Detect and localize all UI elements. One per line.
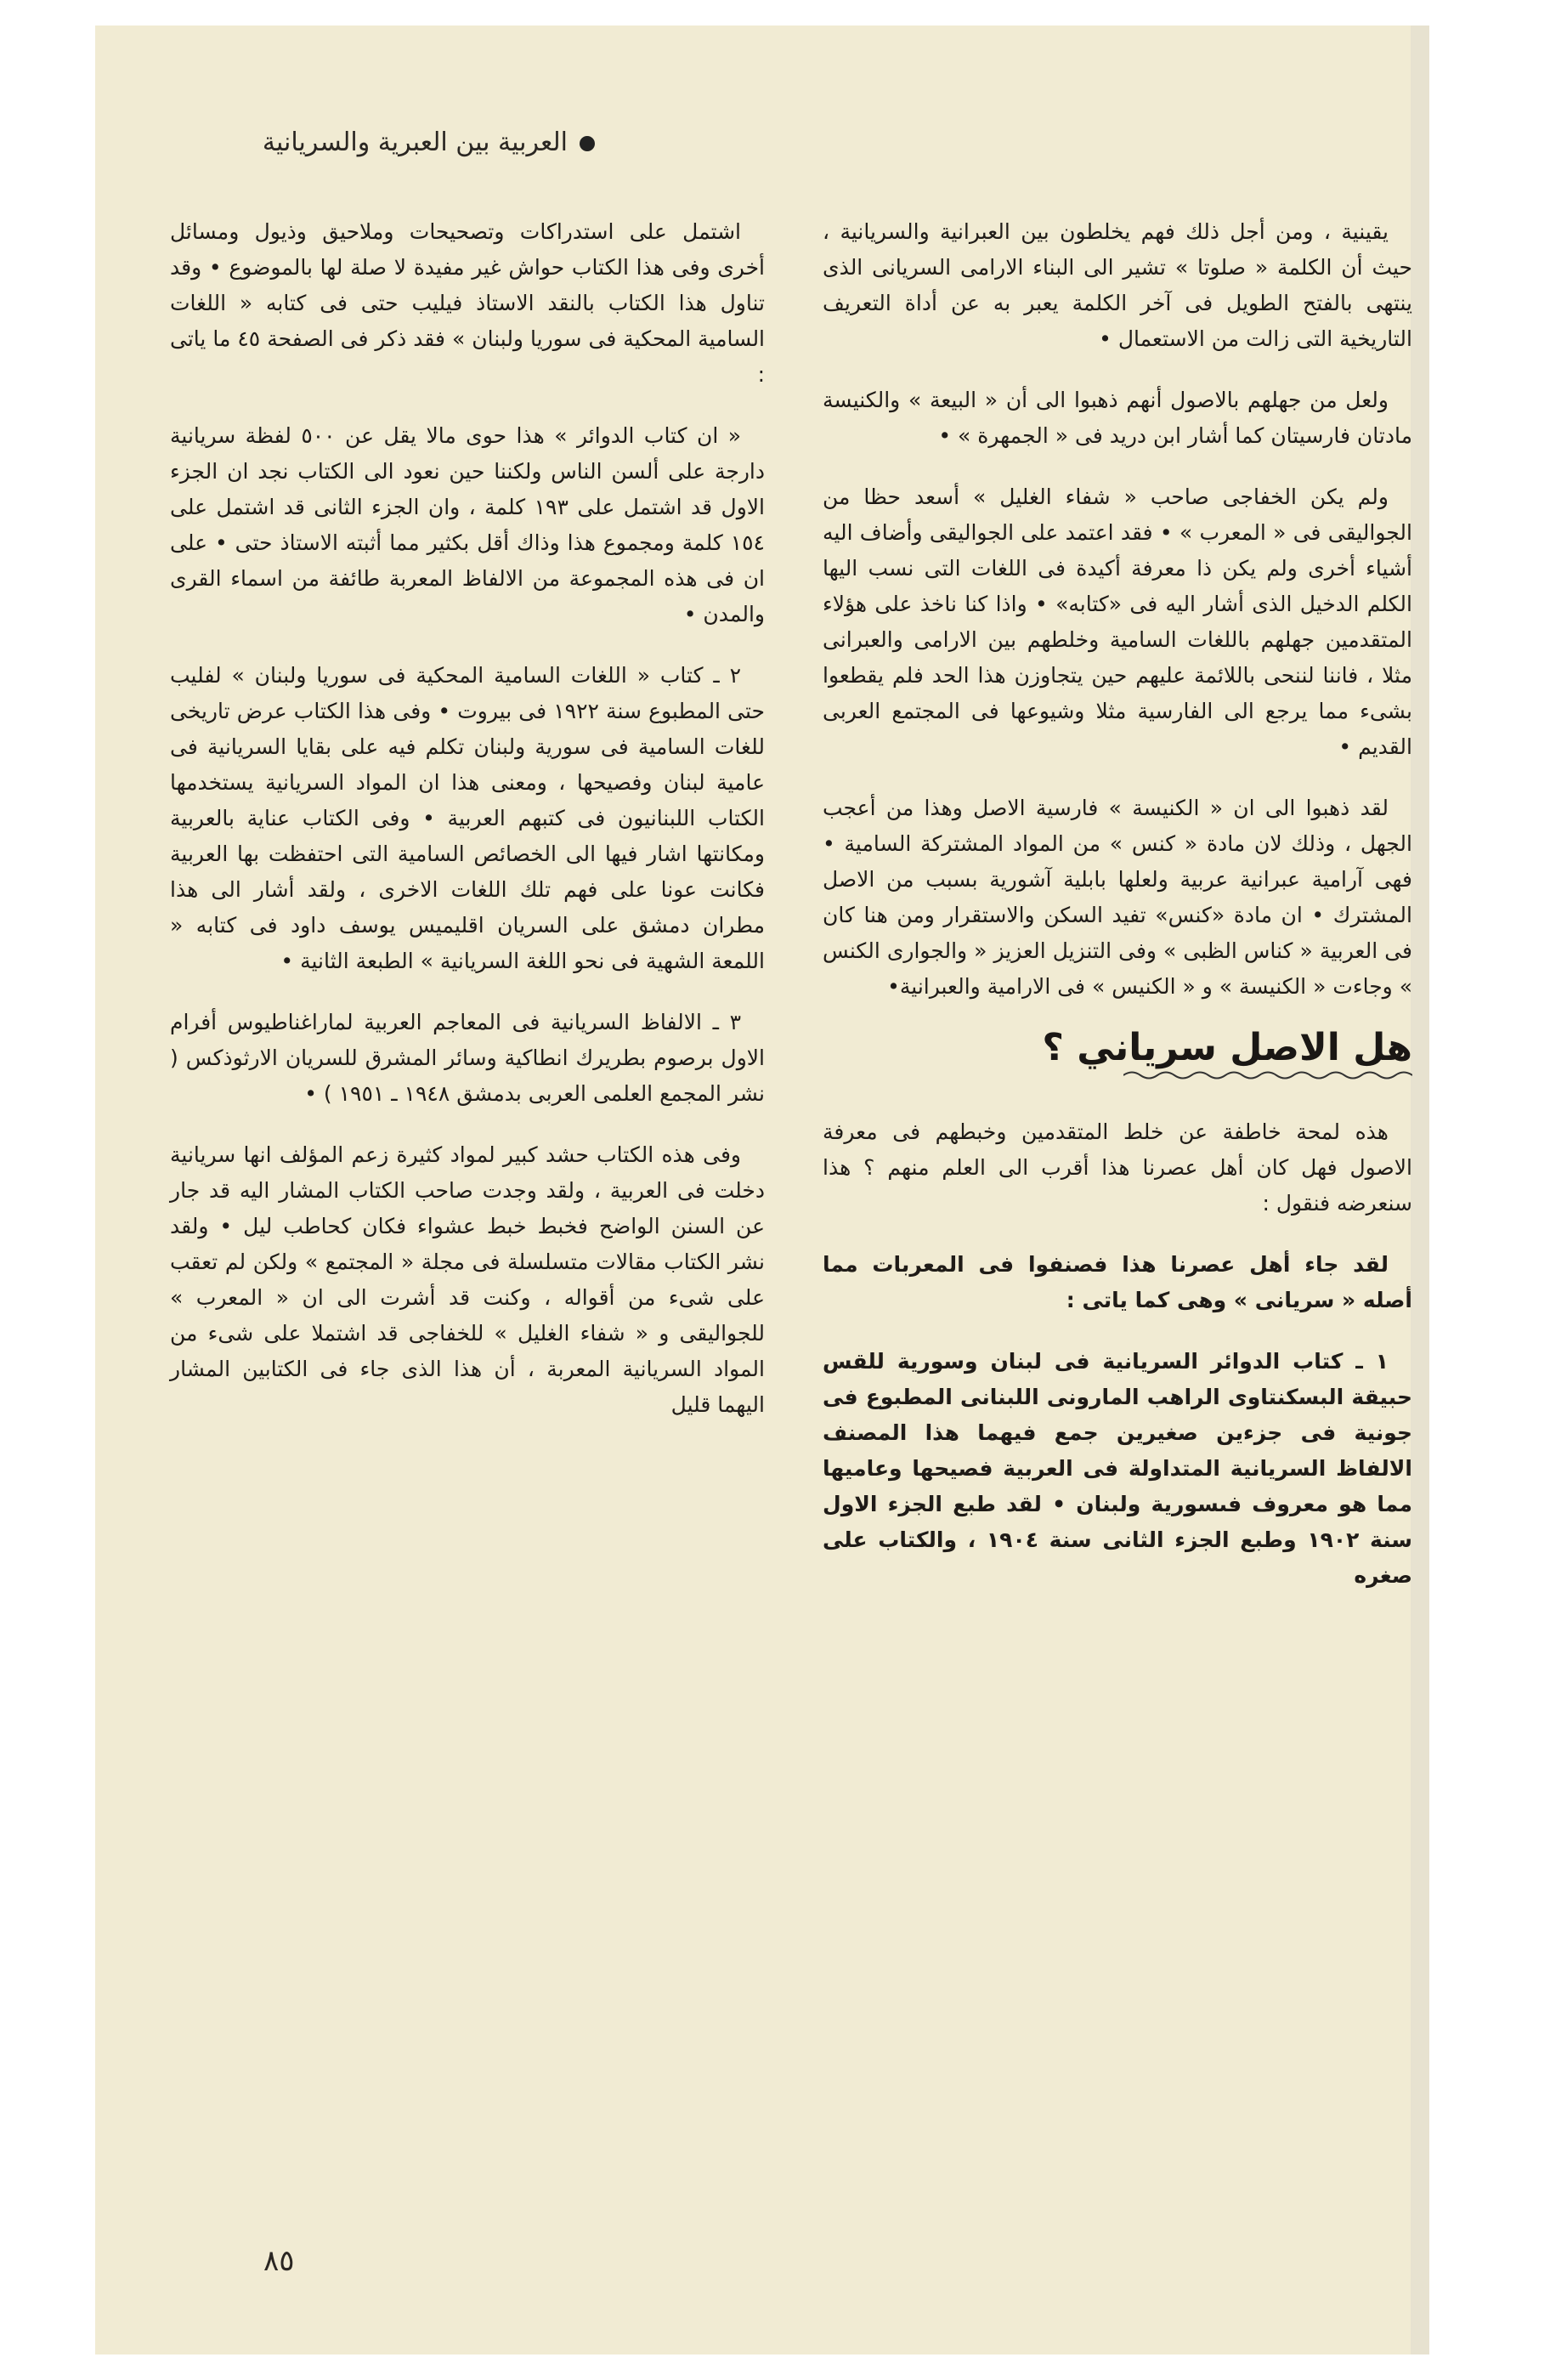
paragraph: وفى هذه الكتاب حشد كبير لمواد كثيرة زعم المؤلف انها سريانية دخلت فى العربية ، ولقد وجدت صاحب الكتاب المشار اليه قد جار عن السنن الواضح فخبط خبط عشواء فكان كحاطب ليل • ولقد نشر الكتاب مقالات متسلسلة فى مجلة « المجتمع » ولكن لم تعقب على شىء من أقواله ، وكنت قد أشرت الى ان « المعرب » للجواليقى و « شفاء الغليل » للخفاجى قد اشتملا على شىء من المواد السريانية المعربة ، أن هذا الذى جاء فى الكتابين المشار اليهما قليل — [170, 1142, 765, 1417]
paragraph: هذه لمحة خاطفة عن خلط المتقدمين وخبطهم فى معرفة الاصول فهل كان أهل عصرنا هذا أقرب الى العلم منهم ؟ هذا سنعرضه فنقول : — [823, 1119, 1412, 1216]
right-column — [823, 214, 1412, 1619]
paragraph: « ان كتاب الدوائر » هذا حوى مالا يقل عن ٥٠٠ لفظة سريانية دارجة على ألسن الناس ولكننا حين نعود الى الكتاب نجد ان الجزء الاول قد اشتمل على ١٩٣ كلمة ، وان الجزء الثانى قد اشتمل على ١٥٤ كلمة ومجموع هذا وذاك أقل بكثير مما أثبته الاستاذ حتى • على ان فى هذه المجموعة من الالفاظ المعربة طائفة من اسماء القرى والمدن • — [170, 423, 765, 626]
paragraph: اشتمل على استدراكات وتصحيحات وملاحيق وذيول ومسائل أخرى وفى هذا الكتاب حواش غير مفيدة لا صلة لها بالموضوع • وقد تناول هذا الكتاب بالنقد الاستاذ فيليب حتى فى كتابه « اللغات السامية المحكية فى سوريا ولبنان » فقد ذكر فى الصفحة ٤٥ ما ياتى : — [170, 219, 766, 387]
paragraph: ١ ـ كتاب الدوائر السريانية فى لبنان وسورية للقس حبيقة البسكنتاوى الراهب المارونى اللبنانى المطبوع فى جونية فى جزءين صغيرين جمع فيهما هذا المصنف الالفاظ السريانية المتداولة فى العربية فصيحها وعاميها مما هو معروف فىسورية ولبنان • لقد طبع الجزء الاول سنة ١٩٠٢ وطبع الجزء الثانى سنة ١٩٠٤ ، والكتاب على صغره — [823, 1349, 1413, 1588]
paragraph: ولعل من جهلهم بالاصول أنهم ذهبوا الى أن « البيعة » والكنيسة مادتان فارسيتان كما أشار ابن دريد فى « الجمهرة » • — [823, 388, 1412, 448]
paragraph: لقد ذهبوا الى ان « الكنيسة » فارسية الاصل وهذا من أعجب الجهل ، وذلك لان مادة « كنس » من المواد المشتركة السامية • فهى آرامية عبرانية عربية ولعلها بابلية آشورية بسبب من الاصل المشترك • ان مادة «كنس» تفيد السكن والاستقرار ومن هنا كان فى العربية « كناس الظبى » وفى التنزيل العزيز « والجوارى الكنس » وجاءت « الكنيسة » و « الكنيس » فى الارامية والعبرانية• — [823, 796, 1412, 999]
section-title: هل الاصل سرياني ؟ — [1042, 1026, 1412, 1069]
paragraph: ٣ ـ الالفاظ السريانية فى المعاجم العربية لماراغناطيوس أفرام الاول برصوم بطريرك انطاكية وسائر المشرق للسريان الارثوذكس ( نشر المجمع العلمى العربى بدمشق ١٩٤٨ ـ ١٩٥١ ) • — [170, 1010, 765, 1106]
paragraph: لقد جاء أهل عصرنا هذا فصنفوا فى المعربات مما أصله « سريانى » وهى كما ياتى : — [823, 1252, 1412, 1312]
left-column — [170, 214, 765, 1448]
running-header — [127, 128, 595, 157]
paragraph: ٢ ـ كتاب « اللغات السامية المحكية فى سوريا ولبنان » لفليب حتى المطبوع سنة ١٩٢٢ فى بيروت • وفى هذا الكتاب عرض تاريخى للغات السامية فى سورية ولبنان تكلم فيه على بقايا السريانية فى عامية لبنان وفصيحها ، ومعنى هذا ان المواد السريانية يستخدمها الكتاب اللبنانيون فى كتبهم العربية • وفى الكتاب عناية بالعربية ومكانتها اشار فيها الى الخصائص السامية التى احتفظت بها العربية فكانت عونا على فهم تلك اللغات الاخرى ، ولقد أشار الى هذا مطران دمشق على السريان اقليميس يوسف داود فى كتابه « اللمعة الشهية فى نحو اللغة السريانية » الطبعة الثانية • — [170, 663, 765, 973]
wavy-underline — [1123, 1068, 1412, 1083]
paragraph: يقينية ، ومن أجل ذلك فهم يخلطون بين العبرانية والسريانية ، حيث أن الكلمة « صلوتا » تشير الى البناء الارامى السريانى الذى ينتهى بالفتح الطويل فى آخر الكلمة يعبر به عن أداة التعريف التاريخية التى زالت من الاستعمال • — [823, 219, 1412, 351]
page-number: ٨٥ — [263, 2244, 295, 2278]
paragraph: ولم يكن الخفاجى صاحب « شفاء الغليل » أسعد حظا من الجواليقى فى « المعرب » • فقد اعتمد على الجواليقى وأضاف اليه أشياء أخرى ولم يكن ذا معرفة أكيدة فى اللغات التى نسب اليها الكلم الدخيل الذى أشار اليه فى «كتابه» • واذا كنا ناخذ على هؤلاء المتقدمين جهلهم باللغات السامية وخلطهم بين الارامى والعبرانى مثلا ، فاننا لننحى باللائمة عليهم حين يتجاوزن هذا الحد فلم يقطعوا بشىء مما يرجع الى الفارسية مثلا وشيوعها فى المجتمع العربى القديم • — [823, 484, 1412, 759]
header-title: العربية بين العبرية والسريانية — [262, 128, 568, 157]
bullet-icon — [580, 136, 595, 151]
scan-shadow — [1411, 26, 1429, 2354]
